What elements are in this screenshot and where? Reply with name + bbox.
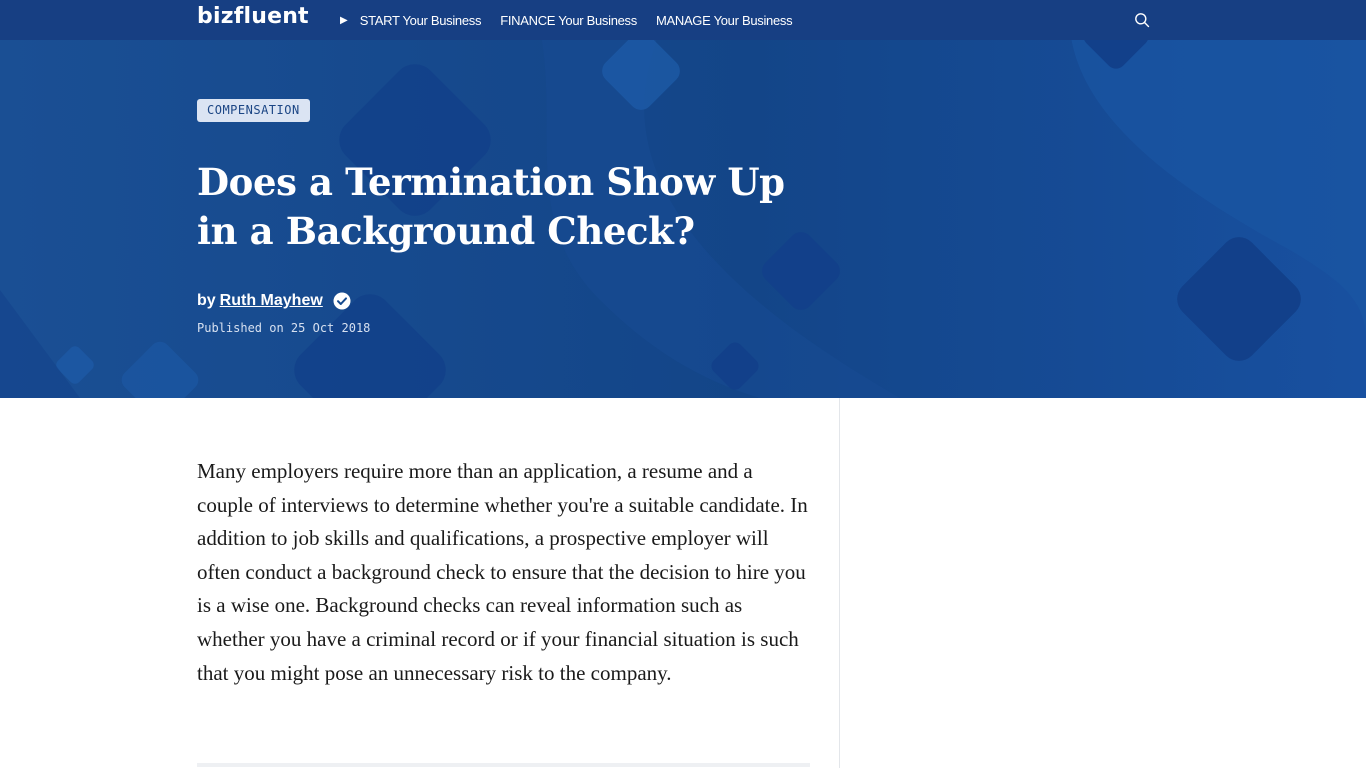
- byline: [197, 292, 351, 310]
- article-intro-paragraph: Many employers require more than an application, a resume and a couple of interviews to determine whether you're a suitable candidate. In addition to job skills and qualifications, a prospective employer will often conduct a background check to ensure that the decision to hire you is a wise one. Background checks can reveal information such as whether you have a criminal record or if your financial situation is such that you might pose an unnecessary risk to the company.: [197, 459, 808, 685]
- site-logo[interactable]: bizfluent: [197, 4, 309, 29]
- article-title: Does a Termination Show Up in a Background Check?: [197, 160, 785, 253]
- category-tag[interactable]: COMPENSATION: [197, 99, 310, 122]
- sidebar-divider: [839, 398, 840, 768]
- article-body: [0, 398, 1366, 768]
- top-navigation-bar: [0, 0, 1366, 40]
- main-nav: [340, 0, 811, 40]
- nav-item-start[interactable]: START Your Business: [359, 12, 482, 28]
- published-date: Published on 25 Oct 2018: [197, 321, 371, 335]
- hero-banner: [0, 40, 1366, 398]
- author-link[interactable]: Ruth Mayhew: [219, 292, 323, 309]
- content-rule: [197, 763, 810, 767]
- search-icon[interactable]: [1134, 12, 1150, 28]
- nav-item-finance[interactable]: FINANCE Your Business: [500, 12, 637, 28]
- play-triangle-icon: ▶: [340, 14, 348, 26]
- verified-check-icon: [333, 292, 351, 310]
- byline-prefix: by: [197, 292, 216, 309]
- nav-item-manage[interactable]: MANAGE Your Business: [655, 12, 793, 28]
